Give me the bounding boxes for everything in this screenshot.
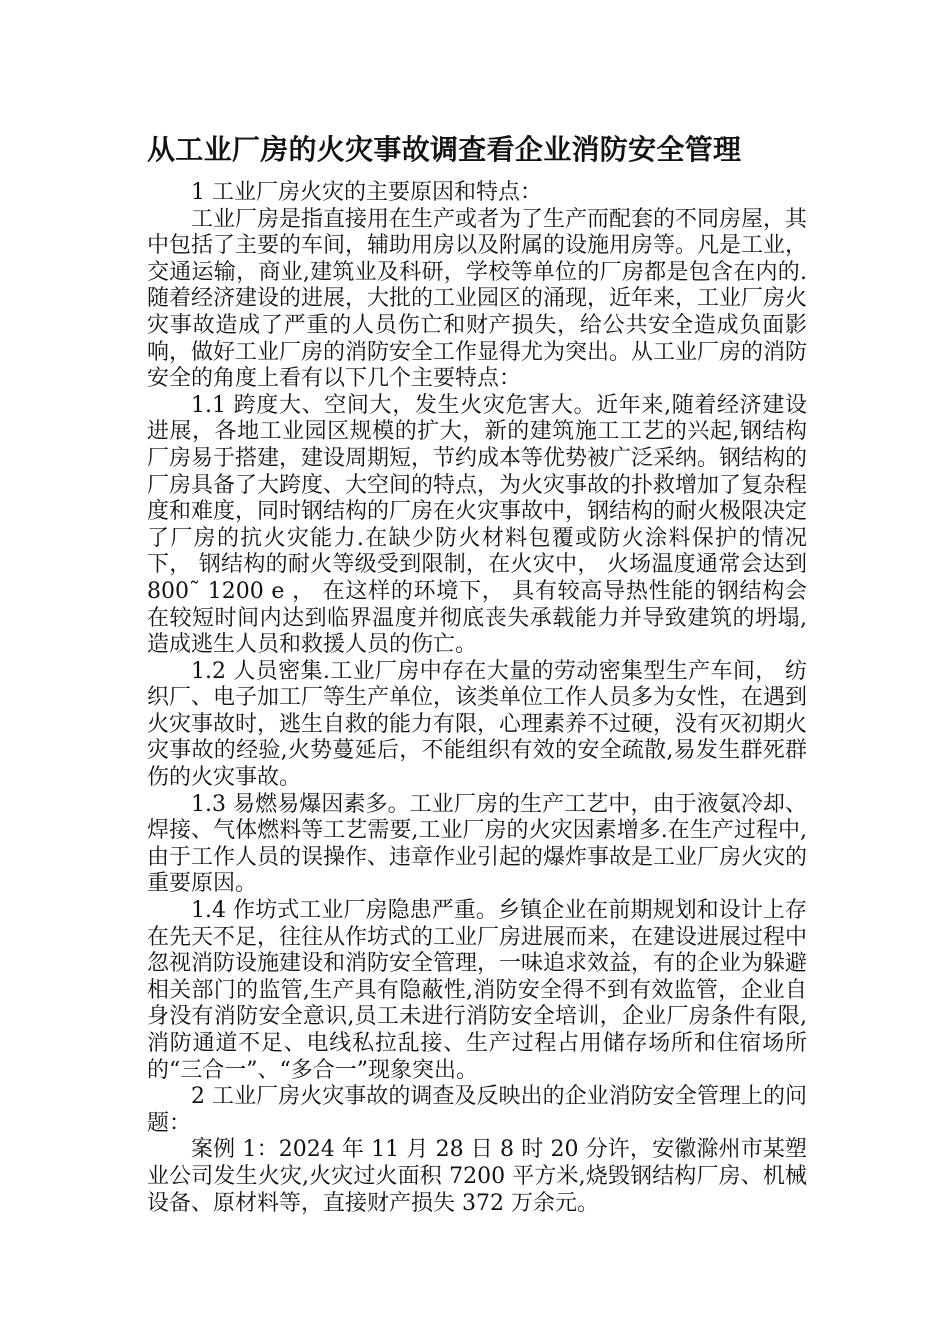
paragraph-intro: 工业厂房是指直接用在生产或者为了生产而配套的不同房屋，其中包括了主要的车间，辅助用房以及附属的设施用房等。凡是工业，交通运输，商业,建筑业及科研，学校等单位的厂房都是包含在内的.随着经济建设的进展，大批的工业园区的涌现，近年来，工业厂房火灾事故造成了严重的人员伤亡和财产损失，给公共安全造成负面影响，做好工业厂房的消防安全工作显得尤为突出。从工业厂房的消防安全的角度上看有以下几个主要特点：	[147, 206, 808, 392]
section-heading-2: 2 工业厂房火灾事故的调查及反映出的企业消防安全管理上的问题：	[147, 1084, 807, 1136]
paragraph-case-1: 案例 1：2024 年 11 月 28 日 8 时 20 分许，安徽滁州市某塑业公司发生火灾,火灾过火面积 7200 平方米,烧毁钢结构厂房、机械设备、原材料等，直接财产损失 372 万余元。	[147, 1137, 807, 1216]
document-title: 从工业厂房的火灾事故调查看企业消防安全管理	[147, 133, 742, 166]
paragraph-1-2: 1.2 人员密集.工业厂房中存在大量的劳动密集型生产车间， 纺织厂、电子加工厂等生产单位，该类单位工作人员多为女性，在遇到火灾事故时，逃生自救的能力有限，心理素养不过硬，没有灭初期火灾事故的经验,火势蔓延后，不能组织有效的安全疏散,易发生群死群伤的火灾事故。	[147, 658, 808, 791]
document-page	[147, 130, 807, 1217]
paragraph-1-4: 1.4 作坊式工业厂房隐患严重。乡镇企业在前期规划和设计上存在先天不足，往往从作坊式的工业厂房进展而来，在建设进展过程中忽视消防设施建设和消防安全管理，一味追求效益，有的企业为躲避相关部门的监管,生产具有隐蔽性,消防安全得不到有效监管，企业自身没有消防安全意识,员工未进行消防安全培训，企业厂房条件有限,消防通道不足、电线私拉乱接、生产过程占用储存场所和住宿场所的“三合一”、“多合一”现象突出。	[147, 898, 808, 1083]
paragraph-1-1: 1.1 跨度大、空间大，发生火灾危害大。近年来,随着经济建设进展，各地工业园区规模的扩大，新的建筑施工工艺的兴起,钢结构厂房易于搭建，建设周期短，节约成本等优势被广泛采纳。钢结构的厂房具备了大跨度、大空间的特点，为火灾事故的扑救增加了复杂程度和难度，同时钢结构的厂房在火灾事故中，钢结构的耐火极限决定了厂房的抗火灾能力.在缺少防火材料包覆或防火涂料保护的情况下， 钢结构的耐火等级受到限制，在火灾中， 火场温度通常会达到800˜ 1200 e ， 在这样的环境下， 具有较高导热性能的钢结构会在较短时间内达到临界温度并彻底丧失承载能力并导致建筑的坍塌,造成逃生人员和救援人员的伤亡。	[147, 392, 808, 658]
paragraph-1-3: 1.3 易燃易爆因素多。工业厂房的生产工艺中，由于液氨冷却、焊接、气体燃料等工艺需要,工业厂房的火灾因素增多.在生产过程中,由于工作人员的误操作、违章作业引起的爆炸事故是工业厂房火灾的重要原因。	[147, 791, 808, 897]
section-heading-1: 1 工业厂房火灾的主要原因和特点：	[191, 180, 542, 205]
